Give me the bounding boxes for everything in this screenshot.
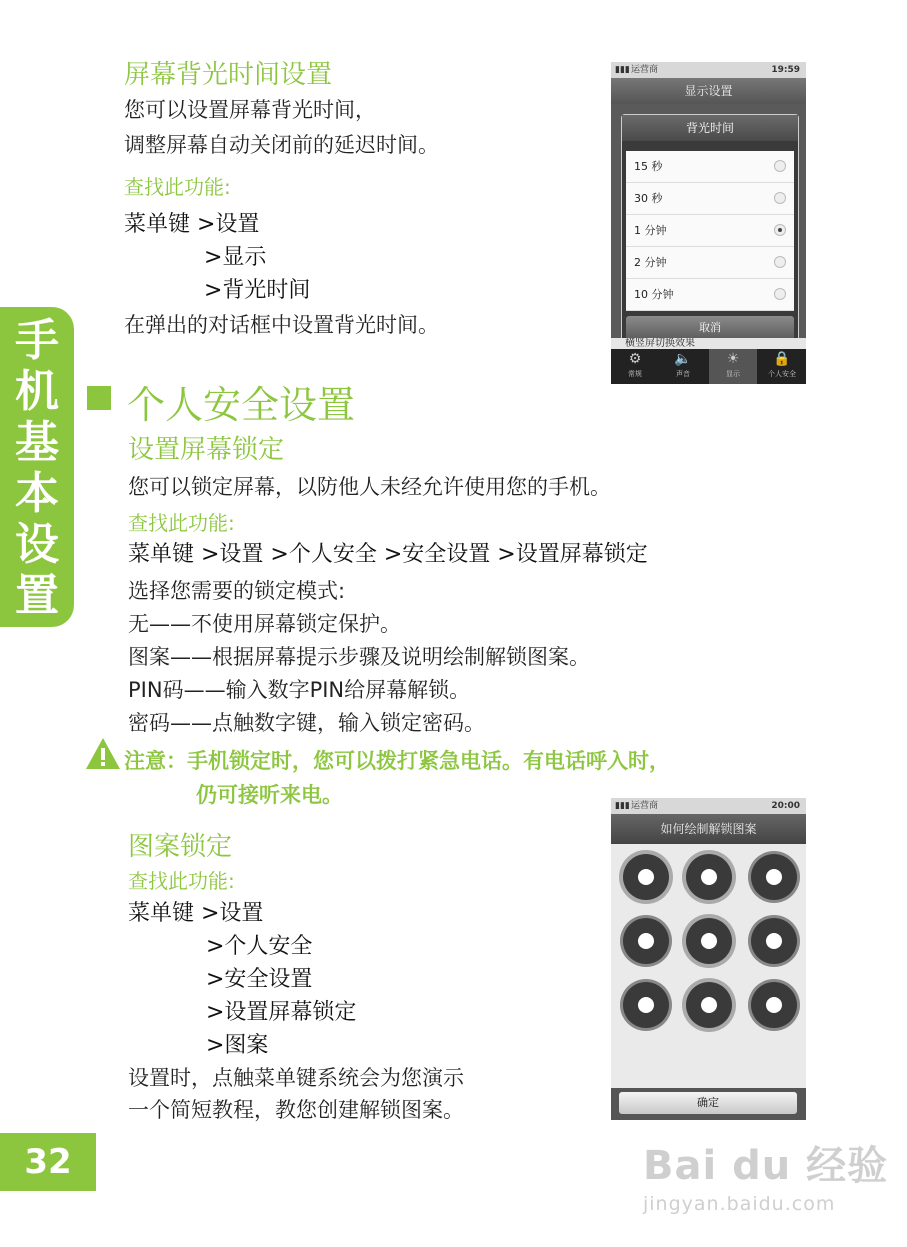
backlight-phone-screenshot: [611, 62, 806, 384]
mode-item: 密码——点触数字键，输入锁定密码。: [128, 711, 485, 735]
pattern-desc-line: 设置时，点触菜单键系统会为您演示: [128, 1066, 464, 1090]
speaker-icon: 🔈: [674, 351, 692, 367]
bottom-tab-bar: [611, 349, 806, 384]
pattern-phone-screenshot: [611, 798, 806, 1120]
pattern-dot[interactable]: [623, 982, 669, 1028]
radio-button-selected[interactable]: [774, 224, 786, 236]
pattern-dot[interactable]: [686, 982, 732, 1028]
mode-intro: 选择您需要的锁定模式:: [128, 579, 346, 603]
menu-path: 菜单键 >设置 >个人安全 >安全设置 >设置屏幕锁定: [128, 542, 648, 567]
option-label: 2 分钟: [634, 256, 667, 269]
side-tab-char: 机: [15, 366, 59, 417]
warning-text: 注意：手机锁定时，您可以拨打紧急电话。有电话呼入时，: [124, 749, 670, 773]
pattern-dot[interactable]: [751, 982, 797, 1028]
side-chapter-tab: [0, 307, 74, 627]
status-bar: [611, 798, 806, 814]
signal-icon: ▮▮▮: [615, 801, 630, 811]
behind-list-item: 横竖屏切换效果: [611, 338, 806, 350]
backlight-heading: 屏幕背光时间设置: [124, 60, 333, 90]
backlight-note: 在弹出的对话框中设置背光时间。: [124, 313, 439, 337]
option-label: 1 分钟: [634, 224, 667, 237]
option-label: 15 秒: [634, 160, 663, 173]
screen-lock-desc: 您可以锁定屏幕，以防他人未经允许使用您的手机。: [128, 475, 611, 499]
mode-item: PIN码——输入数字PIN给屏幕解锁。: [128, 678, 471, 702]
section-title: 个人安全设置: [127, 383, 356, 427]
gear-icon: ⚙: [628, 351, 642, 367]
radio-button[interactable]: [774, 192, 786, 204]
pattern-dot[interactable]: [623, 854, 669, 900]
side-tab-char: 手: [15, 315, 59, 366]
radio-button[interactable]: [774, 256, 786, 268]
lock-icon: 🔒: [773, 351, 791, 367]
clock: 19:59: [771, 65, 800, 75]
status-bar: [611, 62, 806, 78]
find-label: 查找此功能:: [124, 175, 231, 199]
radio-button[interactable]: [774, 160, 786, 172]
backlight-desc-line: 您可以设置屏幕背光时间，: [124, 98, 376, 122]
pattern-lock-heading: 图案锁定: [128, 832, 233, 862]
cancel-button[interactable]: 取消: [626, 316, 794, 340]
option-2min[interactable]: [626, 247, 794, 279]
backlight-dialog: [621, 114, 799, 346]
option-30s[interactable]: [626, 183, 794, 215]
pattern-dot[interactable]: [686, 918, 732, 964]
side-tab-char: 设: [15, 519, 59, 570]
baidu-watermark: [643, 1134, 888, 1215]
screen-title: 显示设置: [611, 78, 806, 104]
watermark-url: jingyan.baidu.com: [643, 1193, 836, 1215]
warning-text: 仍可接听来电。: [196, 783, 343, 807]
tab-sound[interactable]: 🔈 声音: [659, 349, 707, 384]
brightness-icon: ☀: [726, 351, 740, 367]
menu-path-line: >显示: [204, 245, 267, 270]
pattern-dot[interactable]: [623, 918, 669, 964]
signal-icon: ▮▮▮: [615, 65, 630, 75]
option-1min[interactable]: [626, 215, 794, 247]
option-10min[interactable]: [626, 279, 794, 311]
menu-path-line: >背光时间: [204, 278, 311, 303]
watermark-brand: Bai du 经验: [643, 1143, 889, 1189]
backlight-desc-line: 调整屏幕自动关闭前的延迟时间。: [124, 133, 439, 157]
menu-path-line: >图案: [206, 1033, 269, 1058]
side-tab-char: 置: [15, 570, 59, 621]
option-label: 10 分钟: [634, 288, 674, 301]
warning-icon: [85, 737, 121, 774]
ok-button[interactable]: 确定: [619, 1092, 797, 1114]
option-label: 30 秒: [634, 192, 663, 205]
section-marker: [87, 386, 111, 410]
menu-path-line: 菜单键 >设置: [128, 901, 264, 926]
side-tab-char: 基: [15, 417, 59, 468]
pattern-dot[interactable]: [751, 918, 797, 964]
clock: 20:00: [771, 801, 800, 811]
pattern-grid[interactable]: [611, 844, 806, 1088]
screen-title: 如何绘制解锁图案: [611, 814, 806, 844]
carrier-label: 运营商: [631, 801, 659, 811]
dialog-title: 背光时间: [622, 115, 798, 141]
tab-display[interactable]: ☀ 显示: [709, 349, 757, 384]
menu-path-line: >设置屏幕锁定: [206, 1000, 357, 1025]
option-15s[interactable]: [626, 151, 794, 183]
menu-path-line: >个人安全: [206, 934, 313, 959]
carrier-label: 运营商: [631, 65, 659, 75]
pattern-dot[interactable]: [751, 854, 797, 900]
screen-lock-heading: 设置屏幕锁定: [128, 435, 285, 465]
menu-path-line: >安全设置: [206, 967, 313, 992]
find-label: 查找此功能:: [128, 869, 235, 893]
mode-item: 图案——根据屏幕提示步骤及说明绘制解锁图案。: [128, 645, 590, 669]
menu-path-line: 菜单键 >设置: [124, 212, 260, 237]
side-tab-char: 本: [15, 468, 59, 519]
mode-item: 无——不使用屏幕锁定保护。: [128, 612, 401, 636]
pattern-dot[interactable]: [686, 854, 732, 900]
tab-general[interactable]: ⚙ 常规: [611, 349, 659, 384]
tab-security[interactable]: 🔒 个人安全: [758, 349, 806, 384]
page-number: 32: [0, 1133, 96, 1191]
radio-button[interactable]: [774, 288, 786, 300]
find-label: 查找此功能:: [128, 511, 235, 535]
pattern-desc-line: 一个简短教程，教您创建解锁图案。: [128, 1098, 464, 1122]
